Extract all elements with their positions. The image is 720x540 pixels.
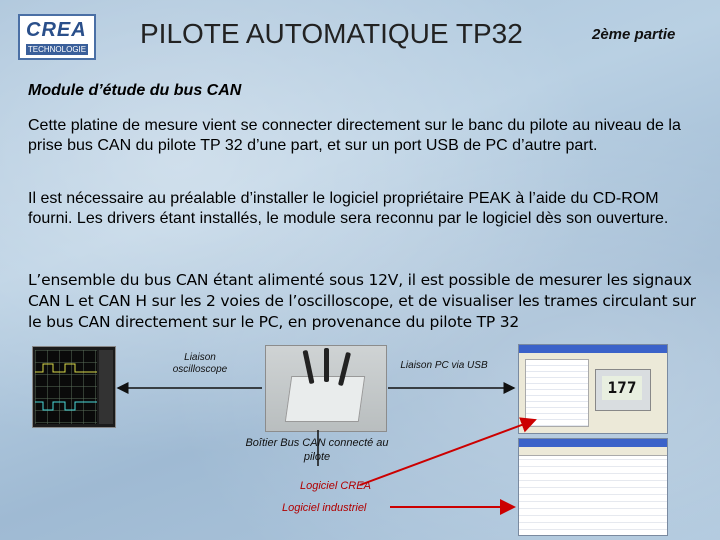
paragraph-1: Cette platine de mesure vient se connecter directement sur le banc du pilote au niveau de la prise bus CAN du pilote TP 32 d’une part, et sur un port USB de PC d’autre part. xyxy=(28,117,681,154)
logo-text: CREA xyxy=(26,19,87,41)
paragraph-3: L’ensemble du bus CAN étant alimenté sous 12V, il est possible de mesurer les signaux CAN L et CAN H sur les 2 voies de l’oscilloscope, et de visualiser les trames circulant sur le bus CAN directement sur le PC, en provenance du pilote TP 32 xyxy=(28,271,696,331)
slide-title: PILOTE AUTOMATIQUE TP32 xyxy=(140,18,523,49)
label-oscilloscope: Liaison oscilloscope xyxy=(172,352,228,375)
label-crea-software: Logiciel CREA xyxy=(300,480,371,492)
paragraph-2: Il est nécessaire au préalable d’installer le logiciel propriétaire PEAK à l’aide du CD-ROM fourni. Les drivers étant installés, le module sera reconnu par le logiciel dès son ouverture. xyxy=(28,190,669,227)
label-can-box: Boîtier Bus CAN connecté au pilote xyxy=(245,437,389,463)
part-label: 2ème partie xyxy=(592,26,676,43)
label-usb: Liaison PC via USB xyxy=(400,360,488,371)
logo-subtext: TECHNOLOGIE xyxy=(27,45,87,54)
lcd-readout: 177 xyxy=(602,376,642,400)
label-industrial-software: Logiciel industriel xyxy=(282,502,367,514)
section-subtitle: Module d’étude du bus CAN xyxy=(28,82,242,99)
